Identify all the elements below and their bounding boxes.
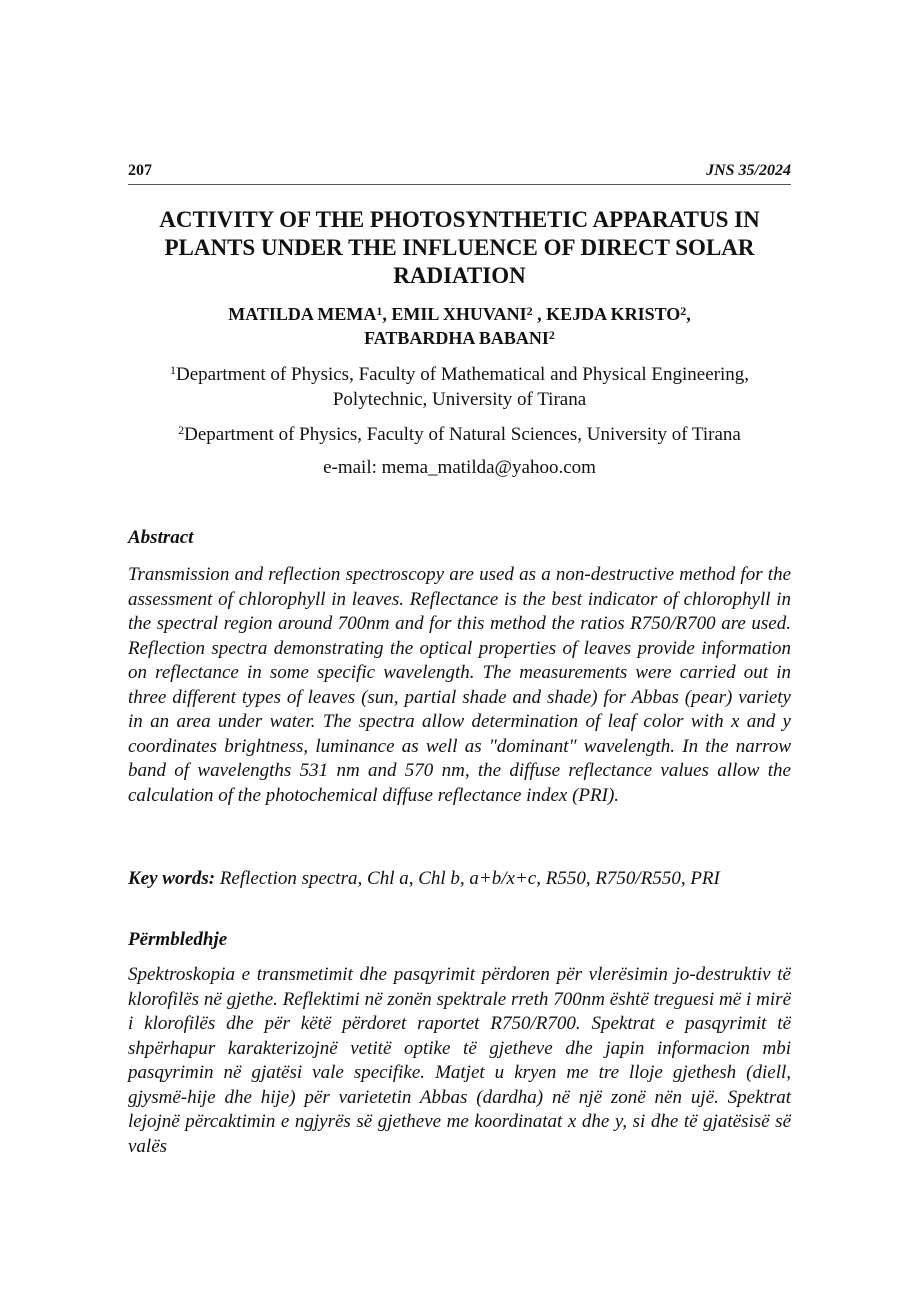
paper-title: ACTIVITY OF THE PHOTOSYNTHETIC APPARATUS IN PLANTS UNDER THE INFLUENCE OF DIRECT SOLAR RADIATION — [159, 207, 760, 288]
author-affiliation-mark: 2 — [526, 304, 533, 318]
affiliation-1 — [128, 362, 791, 412]
affiliation-text: Department of Physics, Faculty of Mathematical and Physical Engineering, Polytechnic, University of Tirana — [175, 364, 750, 410]
permbledhje-heading: Përmbledhje — [128, 929, 228, 950]
author-name: EMIL XHUVANI — [391, 304, 527, 324]
abstract-text: Transmission and reflection spectroscopy are used as a non-destructive method for the assessment of chlorophyll in leaves. Reflectance is the best indicator of chlorophyll in the spectral region around 700nm and for this method the ratios R750/R700 are used. Reflection spectra demonstrating the optical properties of leaves provide information on reflectance in some specific wavelength. The measurements were carried out in three different types of leaves (sun, partial shade and shade) for Abbas (pear) variety in an area under water. The spectra allow determination of leaf color with x and y coordinates brightness, luminance as well as "dominant" wavelength. In the narrow band of wavelengths 531 nm and 570 nm, the diffuse reflectance values allow the calculation of the photochemical diffuse reflectance index (PRI). — [128, 564, 791, 806]
affiliation-text: Department of Physics, Faculty of Natural Sciences, University of Tirana — [184, 424, 741, 445]
journal-reference: JNS 35/2024 — [706, 162, 791, 179]
affiliation-mark: 2 — [178, 423, 185, 437]
affiliation-mark: 1 — [169, 363, 176, 377]
keywords-text: Reflection spectra, Chl a, Chl b, a+b/x+c, R550, R750/R550, PRI — [215, 868, 720, 889]
running-header — [128, 162, 791, 185]
keywords — [128, 867, 791, 892]
author-name: FATBARDHA BABANI — [364, 328, 549, 348]
abstract-heading: Abstract — [128, 527, 194, 548]
author-affiliation-mark: 2 — [548, 328, 555, 342]
author-name: KEJDA KRISTO — [546, 304, 681, 324]
author-name: MATILDA MEMA — [228, 304, 377, 324]
affiliation-2 — [128, 422, 791, 447]
page-number: 207 — [128, 162, 152, 179]
author-list: MATILDA MEMA$^1$, EMIL XHUVANI$^2$ , KEJDA KRISTO$^2$, FATBARDHA BABANI$^2$ — [228, 304, 691, 348]
contact-email: e-mail: mema_matilda@yahoo.com — [323, 457, 596, 478]
keywords-label: Key words: — [128, 868, 216, 889]
author-affiliation-mark: 1 — [376, 304, 383, 318]
author-affiliation-mark: 2 — [680, 304, 687, 318]
permbledhje-text: Spektroskopia e transmetimit dhe pasqyrimit përdoren për vlerësimin jo-destruktiv të klorofilës në gjethe. Reflektimi në zonën spektrale rreth 700nm është treguesi më i mirë i klorofilës dhe për këtë përdoret raportet R750/R700. Spektrat e pasqyrimit të shpërhapur karakterizojnë vetitë optike të gjetheve dhe japin informacion mbi pasqyrimin në gjatësi vale specifike. Matjet u kryen me tre lloje gjethesh (diell, gjysmë-hije dhe hije) për varietetin Abbas (dardha) në një zonë nën ujë. Spektrat lejojnë përcaktimin e ngjyrës së gjetheve me koordinatat x dhe y, si dhe të gjatësisë së valës — [128, 964, 791, 1157]
